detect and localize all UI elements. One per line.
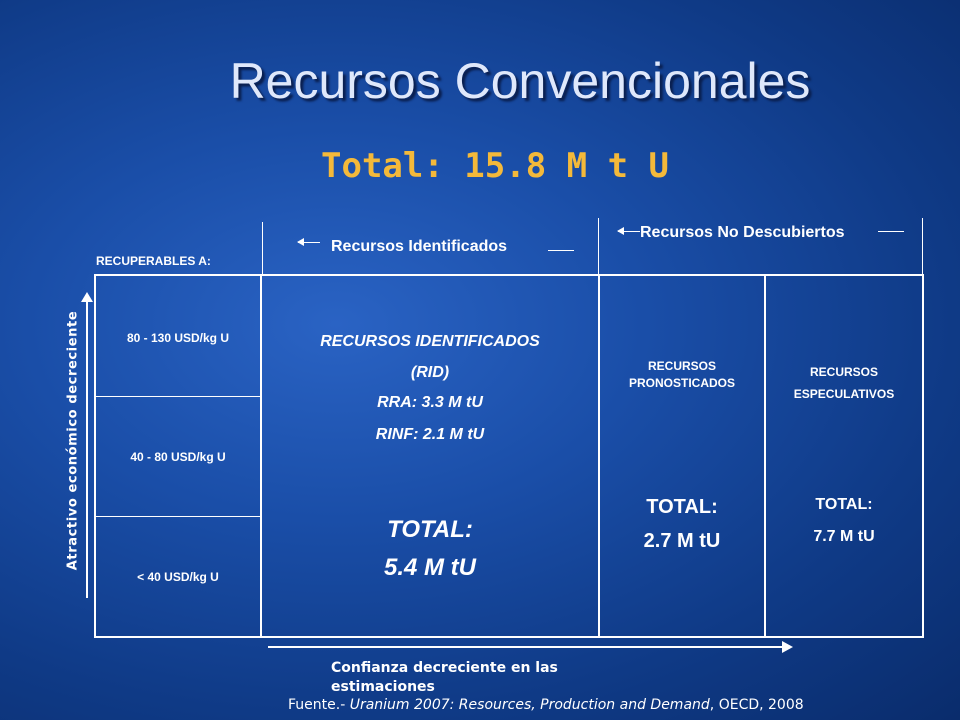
- y-axis-arrowhead: [81, 292, 93, 302]
- header-divider-2: [598, 218, 599, 276]
- identificados-right-arrow: [548, 250, 574, 251]
- especulativos-total-label: TOTAL:: [815, 496, 873, 513]
- row-label-80-130: 80 - 130 USD/kg U: [126, 331, 230, 345]
- header-divider-1: [262, 222, 263, 276]
- row-label-under-40: < 40 USD/kg U: [137, 570, 219, 584]
- source-suffix: , OECD, 2008: [709, 697, 804, 713]
- pronosticados-total-label: TOTAL:: [646, 496, 718, 518]
- especulativos-title-2: ESPECULATIVOS: [793, 387, 895, 401]
- identificados-header: Recursos Identificados: [331, 238, 508, 255]
- col-divider-2: [598, 275, 600, 637]
- rid-title: RECURSOS IDENTIFICADOS: [320, 333, 540, 350]
- rinf-value: RINF: 2.1 M tU: [375, 426, 485, 443]
- pronosticados-total-value: 2.7 M tU: [643, 530, 721, 552]
- especulativos-total-value: 7.7 M tU: [813, 528, 875, 545]
- pronosticados-title-2: PRONOSTICADOS: [628, 376, 735, 390]
- total-heading: Total: 15.8 M t U: [321, 146, 669, 186]
- no-descubiertos-right-arrow: [878, 231, 904, 232]
- rra-value: RRA: 3.3 M tU: [377, 394, 483, 411]
- especulativos-title-1: RECURSOS: [809, 365, 878, 379]
- rid-total-label: TOTAL:: [387, 516, 473, 543]
- recuperables-label: RECUPERABLES A:: [96, 254, 211, 268]
- no-descubiertos-left-arrow: [618, 231, 640, 232]
- slide-title: Recursos Convencionales: [229, 53, 811, 109]
- rid-subtitle: (RID): [410, 364, 450, 381]
- row-divider-2: [96, 516, 260, 517]
- y-axis-label: Atractivo económico decreciente: [65, 310, 81, 571]
- col-divider-1: [260, 275, 262, 637]
- source-work: Uranium 2007: Resources, Production and Demand: [349, 697, 710, 713]
- x-axis-arrowhead: [782, 641, 793, 653]
- source-prefix: Fuente.-: [288, 697, 350, 713]
- y-axis-arrow: [86, 300, 88, 598]
- x-axis-label-line1: Confianza decreciente en las: [331, 660, 558, 676]
- source-citation: [288, 697, 804, 713]
- x-axis-arrow: [268, 646, 784, 648]
- header-divider-3: [922, 218, 923, 276]
- row-label-40-80: 40 - 80 USD/kg U: [130, 450, 226, 464]
- col-divider-3: [764, 275, 766, 637]
- no-descubiertos-header: Recursos No Descubiertos: [640, 224, 845, 241]
- identificados-left-arrow: [298, 242, 320, 243]
- row-divider-1: [96, 396, 260, 397]
- x-axis-label-line2: estimaciones: [331, 679, 435, 695]
- rid-total-value: 5.4 M tU: [383, 554, 476, 581]
- pronosticados-title-1: RECURSOS: [647, 359, 716, 373]
